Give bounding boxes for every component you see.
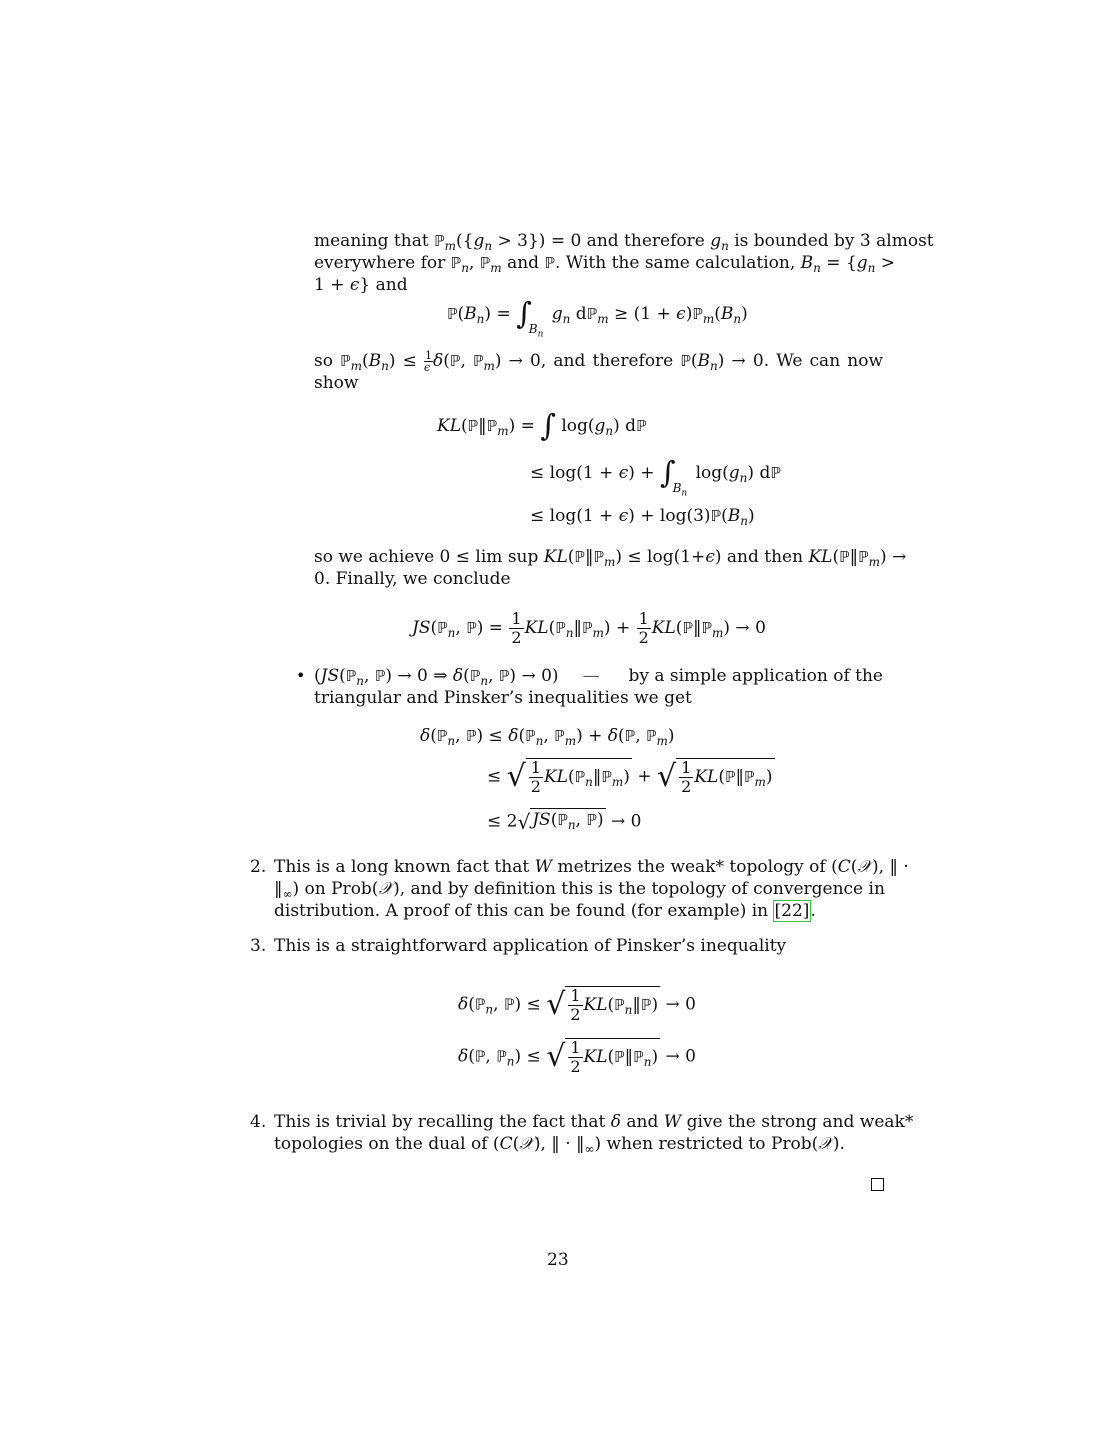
equation-2-row-1: KL(ℙ‖ℙ$_m$) = ∫ $\log(g_n)$ dℙ (437, 408, 647, 444)
item-line: This is a long known fact that W metrizes the weak* topology of (C(𝒳), ‖ · (274, 857, 909, 877)
equation-2-row-3: ≤ $\log(1 + \epsilon) + \log(3)ℙ(B_n)$ (530, 506, 755, 528)
item-line: topologies on the dual of (C(𝒳), ‖ · $‖_\infty$) when restricted to Prob(𝒳). (274, 1134, 845, 1156)
paragraph-line: meaning that $ℙ_m(\{g_n > 3\}) = 0$ and therefore $g_n$ is bounded by 3 almost (314, 231, 934, 253)
paragraph-line: everywhere for ℙ$_n$, ℙ$_m$ and ℙ. With the same calculation, $B_n = \{g_n$ > (314, 253, 896, 275)
page-number: 23 (547, 1250, 569, 1270)
item-line: This is trivial by recalling the fact that δ and W give the strong and weak* (274, 1112, 914, 1132)
item-line: distribution. A proof of this can be found (for example) in [22]. (274, 901, 816, 921)
item-line: $‖_\infty$) on Prob(𝒳), and by definition this is the topology of convergence in (274, 879, 885, 901)
paragraph-line: so $ℙ_m(B_n)$ ≤ $\frac{1}{\epsilon}$ δ(ℙ, ℙ$_m$) → 0, and therefore $ℙ(B_n) \to 0$. We can now (314, 349, 884, 374)
equation-4-row-3: ≤ 2√ JS(ℙ$_n$, ℙ) → 0 (487, 810, 642, 834)
bullet-marker: • (296, 666, 306, 685)
item-number: 2. (250, 857, 267, 877)
equation-2-row-2: ≤ $\log(1 + \epsilon) + \int_{B_n}$ $\log(g_n)$ dℙ (530, 455, 781, 499)
item-number: 3. (250, 936, 267, 956)
equation-4-row-2: ≤ √ $\frac{1}{2}$ KL(ℙ$_n$‖ℙ$_m$) + √ $\frac{1}{2}$ KL(ℙ‖ℙ$_m$) (487, 758, 773, 796)
equation-1: $ℙ(B_n) = \int_{B_n}$ $g_n$ dℙ$_m$ ≥ $(1 + \epsilon)ℙ_m(B_n)$ (447, 296, 748, 340)
item-number: 4. (250, 1112, 267, 1132)
equation-4-row-1: δ(ℙ$_n$, ℙ) ≤ δ(ℙ$_n$, ℙ$_m$) + δ(ℙ, ℙ$_m$) (420, 726, 675, 748)
item-line: This is a straightforward application of Pinsker’s inequality (274, 936, 787, 956)
equation-3: JS(ℙ$_n$, ℙ) = $\frac{1}{2}$ KL(ℙ$_n$‖ℙ$_m$) + $\frac{1}{2}$ KL(ℙ‖ℙ$_m$) → 0 (412, 609, 766, 647)
citation-link[interactable]: [22] (774, 901, 810, 921)
paragraph-line: 1 + ϵ} and (314, 275, 408, 295)
paragraph-line: so we achieve 0 ≤ lim sup KL(ℙ‖ℙ$_m$) ≤ log(1+ϵ) and then KL(ℙ‖ℙ$_m$) → (314, 547, 907, 569)
bullet-line: (JS(ℙ$_n$, ℙ) → 0 ⇒ δ(ℙ$_n$, ℙ) → 0) — by a simple application of the (314, 666, 883, 688)
bullet-line: triangular and Pinsker’s inequalities we get (314, 688, 692, 708)
equation-5-row-2: δ(ℙ, ℙ$_n$) ≤ √ $\frac{1}{2}$ KL(ℙ‖ℙ$_n$) → 0 (458, 1038, 696, 1076)
paragraph-line: show (314, 373, 359, 393)
qed-symbol (871, 1178, 884, 1191)
equation-5-row-1: δ(ℙ$_n$, ℙ) ≤ √ $\frac{1}{2}$ KL(ℙ$_n$‖ℙ) → 0 (458, 986, 696, 1024)
paragraph-line: 0. Finally, we conclude (314, 569, 511, 589)
